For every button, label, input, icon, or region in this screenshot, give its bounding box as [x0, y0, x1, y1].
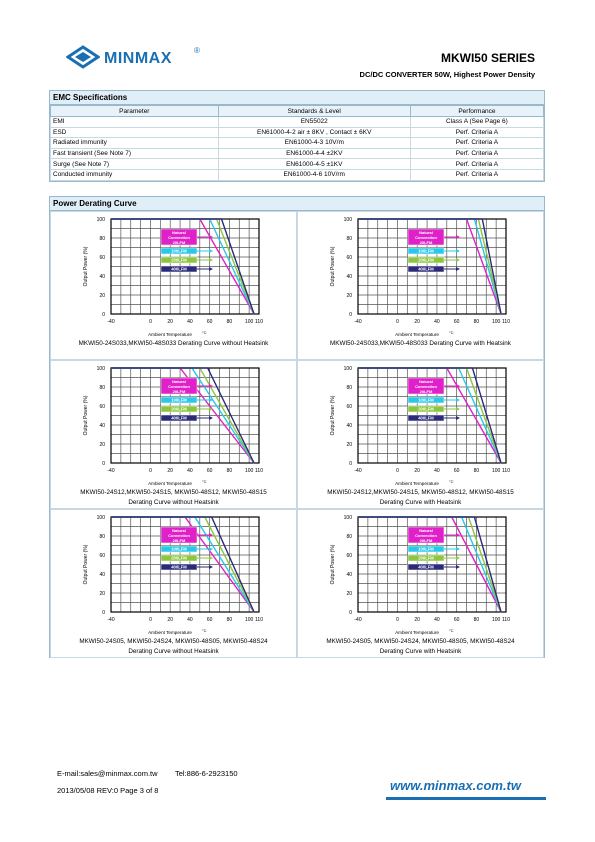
col-performance: Performance	[410, 106, 543, 117]
y-tick-label: 0	[102, 461, 105, 467]
legend-label: 400LFM	[171, 564, 187, 570]
emc-standard: EN61000-4-4 ±2KV	[218, 148, 410, 159]
legend-label: 200LFM	[171, 257, 187, 263]
x-tick-label: 100	[244, 319, 254, 325]
legend-label: 400LFM	[418, 564, 434, 570]
chart-caption-line2: Derating Curve with Heatsink	[379, 499, 462, 506]
table-row	[51, 138, 544, 149]
legend-label: 400LFM	[171, 266, 187, 272]
legend-label: 100LFM	[418, 397, 434, 403]
derating-chart	[51, 510, 298, 640]
y-tick-label: 100	[96, 366, 105, 372]
footer-divider	[386, 797, 546, 800]
x-axis-unit: °C	[202, 628, 207, 633]
table-row	[51, 159, 544, 170]
x-tick-label: 60	[453, 468, 460, 474]
col-parameter: Parameter	[51, 106, 219, 117]
y-tick-label: 0	[349, 312, 352, 318]
legend-label: 400LFM	[418, 266, 434, 272]
legend-arrowhead	[456, 398, 460, 402]
series-subtitle: DC/DC CONVERTER 50W, Highest Power Density	[359, 70, 535, 79]
y-tick-label: 80	[346, 534, 352, 540]
legend-arrowhead	[209, 556, 213, 560]
emc-standard: EN55022	[218, 117, 410, 128]
x-axis-unit: °C	[449, 330, 454, 335]
y-tick-label: 40	[346, 274, 352, 280]
emc-standard: EN61000-4-6 10V/rm	[218, 169, 410, 180]
legend-arrowhead	[209, 249, 213, 253]
emc-parameter: Fast transient (See Note 7)	[51, 148, 219, 159]
x-tick-label: 100	[491, 319, 501, 325]
legend-arrowhead	[209, 533, 213, 537]
x-tick-label: 80	[226, 617, 233, 623]
x-axis-unit: °C	[449, 628, 454, 633]
derating-chart	[298, 212, 545, 342]
x-tick-label: 40	[187, 468, 193, 474]
y-tick-label: 100	[96, 515, 105, 521]
x-tick-label: 60	[453, 617, 460, 623]
legend-label: 200LFM	[418, 555, 434, 561]
col-standard: Standards & Level	[218, 106, 410, 117]
footer-website[interactable]: www.minmax.com.tw	[390, 778, 521, 793]
x-tick-label: 40	[434, 319, 440, 325]
x-tick-label: 0	[396, 468, 399, 474]
legend-label: Natural Convection 20LFM	[168, 528, 190, 543]
y-tick-label: 60	[99, 404, 105, 410]
x-axis-label: Ambient Temperature	[148, 481, 192, 486]
x-axis-label: Ambient Temperature	[395, 332, 439, 337]
legend-arrowhead	[456, 267, 460, 271]
y-axis-label: Output Power (%)	[83, 395, 89, 436]
x-tick-label: 60	[206, 319, 213, 325]
legend-arrowhead	[456, 235, 460, 239]
legend-label: 100LFM	[171, 248, 187, 254]
x-tick-label: -40	[354, 319, 362, 325]
x-tick-label: 20	[167, 468, 173, 474]
y-tick-label: 20	[99, 293, 105, 299]
y-tick-label: 20	[99, 591, 105, 597]
legend-label: 100LFM	[171, 546, 187, 552]
y-tick-label: 60	[346, 553, 352, 559]
chart-caption: MKWI50-24S12,MKWI50-24S15, MKWI50-48S12, MKWI50-48S15	[80, 489, 267, 496]
minmax-logo-icon	[66, 44, 100, 70]
legend-label: 100LFM	[418, 546, 434, 552]
emc-parameter: Surge (See Note 7)	[51, 159, 219, 170]
emc-parameter: ESD	[51, 127, 219, 138]
y-tick-label: 80	[99, 385, 105, 391]
emc-title: EMC Specifications	[50, 91, 544, 105]
y-tick-label: 80	[99, 236, 105, 242]
series-title: MKWI50 SERIES	[440, 51, 535, 65]
legend-arrowhead	[456, 407, 460, 411]
footer-date-page: 2013/05/08 REV:0 Page 3 of 8	[57, 786, 159, 795]
emc-performance: Perf. Criteria A	[410, 138, 543, 149]
table-row	[51, 127, 544, 138]
x-tick-label: 0	[149, 468, 152, 474]
y-axis-label: Output Power (%)	[83, 246, 89, 287]
derating-chart	[51, 212, 298, 342]
x-tick-label: 40	[187, 319, 193, 325]
emc-performance: Perf. Criteria A	[410, 159, 543, 170]
chart-caption: MKWI50-24S05, MKWI50-24S24, MKWI50-48S05, MKWI50-48S24	[79, 638, 268, 645]
derating-chart-cell	[50, 509, 297, 658]
x-tick-label: 20	[414, 617, 420, 623]
emc-section	[49, 90, 545, 182]
y-tick-label: 40	[346, 423, 352, 429]
legend-label: Natural Convection 20LFM	[168, 230, 190, 245]
x-tick-label: 0	[149, 617, 152, 623]
emc-parameter: Radiated immunity	[51, 138, 219, 149]
x-tick-label: 80	[473, 319, 480, 325]
legend-label: Natural Convection 20LFM	[415, 379, 437, 394]
x-axis-label: Ambient Temperature	[395, 481, 439, 486]
x-tick-label: 100	[244, 468, 254, 474]
x-tick-label: 100	[491, 468, 501, 474]
derating-chart-cell	[297, 360, 544, 509]
y-tick-label: 60	[346, 404, 352, 410]
y-tick-label: 100	[343, 217, 352, 223]
y-tick-label: 40	[346, 572, 352, 578]
emc-parameter: Conducted immunity	[51, 169, 219, 180]
emc-standard: EN61000-4-3 10V/m	[218, 138, 410, 149]
legend-label: Natural Convection 20LFM	[415, 230, 437, 245]
derating-chart	[298, 361, 545, 491]
emc-performance: Class A (See Page 6)	[410, 117, 543, 128]
y-axis-label: Output Power (%)	[83, 544, 89, 585]
y-axis-label: Output Power (%)	[330, 246, 336, 287]
y-tick-label: 100	[96, 217, 105, 223]
y-tick-label: 0	[349, 461, 352, 467]
x-tick-label: 110	[255, 468, 263, 474]
chart-caption: MKWI50-24S05, MKWI50-24S24, MKWI50-48S05, MKWI50-48S24	[326, 638, 515, 645]
x-tick-label: 110	[255, 319, 263, 325]
legend-label: 200LFM	[171, 555, 187, 561]
legend-label: 100LFM	[171, 397, 187, 403]
derating-chart-cell	[50, 360, 297, 509]
emc-parameter: EMI	[51, 117, 219, 128]
table-row	[51, 148, 544, 159]
y-tick-label: 20	[346, 591, 352, 597]
x-tick-label: 110	[502, 468, 510, 474]
legend-arrowhead	[456, 547, 460, 551]
registered-mark: ®	[194, 46, 200, 55]
x-tick-label: 40	[187, 617, 193, 623]
minmax-logo	[66, 44, 216, 74]
x-tick-label: 100	[491, 617, 501, 623]
x-tick-label: 100	[244, 617, 254, 623]
y-tick-label: 60	[99, 553, 105, 559]
y-tick-label: 0	[102, 610, 105, 616]
x-axis-unit: °C	[202, 330, 207, 335]
legend-label: 400LFM	[418, 415, 434, 421]
x-tick-label: 110	[255, 617, 263, 623]
x-tick-label: 110	[502, 319, 510, 325]
derating-chart-cell	[50, 211, 297, 360]
x-tick-label: 60	[206, 617, 213, 623]
x-tick-label: -40	[107, 617, 115, 623]
emc-performance: Perf. Criteria A	[410, 148, 543, 159]
y-tick-label: 80	[99, 534, 105, 540]
y-tick-label: 100	[343, 515, 352, 521]
legend-label: Natural Convection 20LFM	[415, 528, 437, 543]
y-tick-label: 40	[99, 423, 105, 429]
x-axis-label: Ambient Temperature	[148, 630, 192, 635]
y-tick-label: 20	[346, 442, 352, 448]
x-tick-label: 80	[226, 468, 233, 474]
derating-chart	[51, 361, 298, 491]
x-tick-label: 40	[434, 617, 440, 623]
x-tick-label: 20	[167, 319, 173, 325]
x-tick-label: 0	[396, 617, 399, 623]
derating-section	[49, 196, 545, 658]
x-axis-unit: °C	[202, 479, 207, 484]
chart-caption: MKWI50-24S033,MKWI50-48S033 Derating Curve with Heatsink	[330, 340, 511, 347]
legend-label: 200LFM	[418, 406, 434, 412]
x-tick-label: -40	[354, 468, 362, 474]
y-tick-label: 100	[343, 366, 352, 372]
legend-arrowhead	[456, 258, 460, 262]
legend-arrowhead	[456, 533, 460, 537]
legend-arrowhead	[456, 249, 460, 253]
x-tick-label: 20	[414, 468, 420, 474]
x-tick-label: 80	[473, 617, 480, 623]
x-tick-label: 0	[149, 319, 152, 325]
x-tick-label: 60	[206, 468, 213, 474]
legend-arrowhead	[209, 547, 213, 551]
legend-arrowhead	[209, 267, 213, 271]
y-tick-label: 40	[99, 274, 105, 280]
x-tick-label: -40	[107, 319, 115, 325]
emc-header-row	[51, 106, 544, 117]
legend-arrowhead	[209, 258, 213, 262]
chart-caption: MKWI50-24S033,MKWI50-48S033 Derating Curve without Heatsink	[78, 340, 269, 347]
emc-table	[50, 105, 544, 181]
y-tick-label: 80	[346, 236, 352, 242]
x-tick-label: 20	[167, 617, 173, 623]
derating-chart-cell	[297, 211, 544, 360]
legend-arrowhead	[456, 565, 460, 569]
x-axis-unit: °C	[449, 479, 454, 484]
derating-chart-cell	[297, 509, 544, 658]
y-tick-label: 20	[346, 293, 352, 299]
emc-standard: EN61000-4-2 air ± 8KV , Contact ± 6KV	[218, 127, 410, 138]
footer-tel: Tel:886-6-2923150	[175, 769, 238, 778]
y-tick-label: 0	[102, 312, 105, 318]
footer-email[interactable]: E-mail:sales@minmax.com.tw	[57, 769, 158, 778]
y-tick-label: 40	[99, 572, 105, 578]
table-row	[51, 117, 544, 128]
table-row	[51, 169, 544, 180]
x-tick-label: -40	[107, 468, 115, 474]
legend-label: 400LFM	[171, 415, 187, 421]
legend-label: 100LFM	[418, 248, 434, 254]
y-tick-label: 60	[346, 255, 352, 261]
y-tick-label: 0	[349, 610, 352, 616]
legend-arrowhead	[456, 416, 460, 420]
emc-performance: Perf. Criteria A	[410, 127, 543, 138]
legend-arrowhead	[209, 416, 213, 420]
legend-arrowhead	[456, 556, 460, 560]
legend-label: 200LFM	[418, 257, 434, 263]
derating-chart	[298, 510, 545, 640]
chart-caption-line2: Derating Curve with Heatsink	[379, 648, 462, 655]
legend-arrowhead	[209, 565, 213, 569]
y-axis-label: Output Power (%)	[330, 544, 336, 585]
y-tick-label: 80	[346, 385, 352, 391]
x-tick-label: 80	[473, 468, 480, 474]
chart-caption-line2: Derating Curve without Heatsink	[128, 499, 219, 506]
x-tick-label: 20	[414, 319, 420, 325]
emc-performance: Perf. Criteria A	[410, 169, 543, 180]
x-tick-label: 110	[502, 617, 510, 623]
emc-standard: EN61000-4-5 ±1KV	[218, 159, 410, 170]
x-tick-label: 0	[396, 319, 399, 325]
x-tick-label: 40	[434, 468, 440, 474]
chart-caption-line2: Derating Curve without Heatsink	[128, 648, 219, 655]
derating-title: Power Derating Curve	[50, 197, 544, 211]
x-axis-label: Ambient Temperature	[148, 332, 192, 337]
legend-label: 200LFM	[171, 406, 187, 412]
x-tick-label: -40	[354, 617, 362, 623]
x-axis-label: Ambient Temperature	[395, 630, 439, 635]
brand-name: MINMAX	[104, 50, 172, 67]
x-tick-label: 80	[226, 319, 233, 325]
y-tick-label: 60	[99, 255, 105, 261]
y-axis-label: Output Power (%)	[330, 395, 336, 436]
chart-caption: MKWI50-24S12,MKWI50-24S15, MKWI50-48S12, MKWI50-48S15	[327, 489, 514, 496]
y-tick-label: 20	[99, 442, 105, 448]
legend-label: Natural Convection 20LFM	[168, 379, 190, 394]
x-tick-label: 60	[453, 319, 460, 325]
